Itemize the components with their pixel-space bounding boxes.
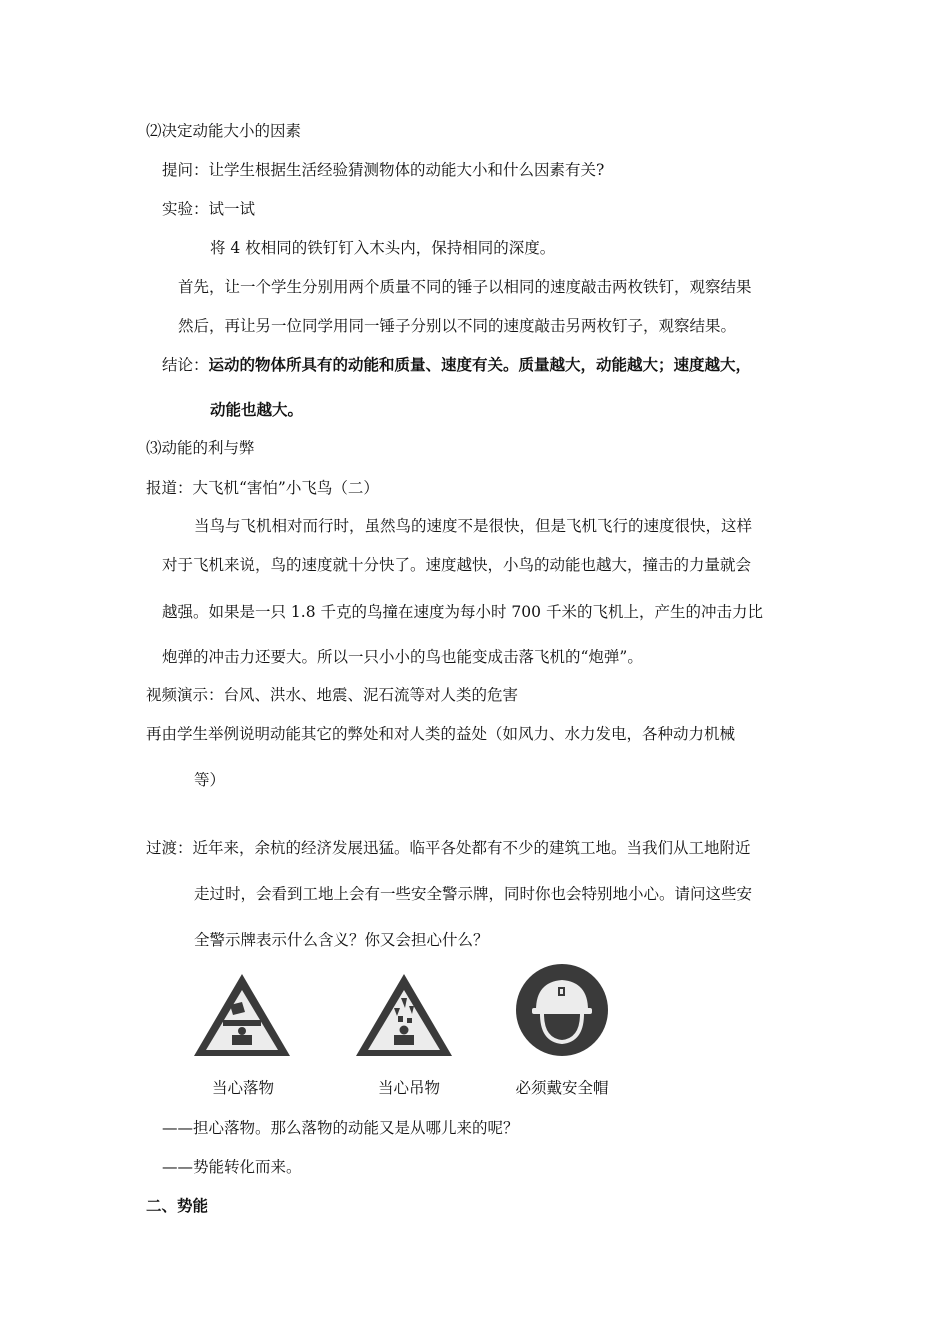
transition-text: 全警示牌表示什么含义？你又会担心什么？: [194, 931, 489, 949]
video-text: 视频演示：台风、洪水、地震、泥石流等对人类的危害: [146, 686, 519, 704]
examples-text: 再由学生举例说明动能其它的弊处和对人类的益处（如风力、水力发电，各种动力机械: [146, 725, 736, 743]
section-heading: ⑵决定动能大小的因素: [146, 122, 302, 140]
report-paragraph-line: 对于飞机来说，鸟的速度就十分快了。速度越快，小鸟的动能也越大，撞击的力量就会: [162, 556, 752, 574]
conclusion-line: [162, 355, 751, 375]
question-text: 提问：让学生根据生活经验猜测物体的动能大小和什么因素有关?: [162, 161, 605, 179]
conclusion-label: 结论：: [162, 356, 209, 374]
sign-caption: 当心落物: [211, 1079, 274, 1097]
report-title: 报道：大飞机“害怕”小飞鸟（二）: [146, 479, 379, 497]
experiment-step: 将 4 枚相同的铁钉钉入木头内，保持相同的深度。: [210, 239, 556, 257]
section-heading: 二、势能: [146, 1196, 209, 1215]
sign-caption: 当心吊物: [377, 1079, 440, 1097]
report-paragraph-line: 当鸟与飞机相对而行时，虽然鸟的速度不是很快，但是飞机飞行的速度很快，这样: [194, 517, 753, 535]
suspended-load-warning-icon: [354, 972, 454, 1058]
transition-text: 过渡：近年来，余杭的经济发展迅猛。临平各处都有不少的建筑工地。当我们从工地附近: [146, 839, 751, 857]
dialog-line: ——势能转化而来。: [162, 1158, 302, 1176]
report-paragraph-line: 越强。如果是一只 1.8 千克的鸟撞在速度为每小时 700 千米的飞机上，产生的冲击力比: [162, 603, 763, 621]
experiment-label: 实验：试一试: [162, 200, 256, 218]
examples-text: 等）: [194, 771, 226, 789]
hard-hat-mandatory-icon: [514, 962, 610, 1058]
report-paragraph-line: 炮弹的冲击力还要大。所以一只小小的鸟也能变成击落飞机的“炮弹”。: [162, 648, 643, 666]
transition-text: 走过时，会看到工地上会有一些安全警示牌，同时你也会特别地小心。请问这些安: [194, 885, 753, 903]
dialog-line: ——担心落物。那么落物的动能又是从哪儿来的呢？: [162, 1119, 519, 1137]
falling-objects-warning-icon: [192, 972, 292, 1058]
section-heading: ⑶动能的利与弊: [146, 439, 255, 457]
experiment-step: 然后，再让另一位同学用同一锤子分别以不同的速度敲击另两枚钉子，观察结果。: [178, 317, 737, 335]
conclusion-text: 动能也越大。: [210, 400, 304, 419]
conclusion-text: 运动的物体所具有的动能和质量、速度有关。质量越大，动能越大；速度越大，: [208, 355, 752, 374]
experiment-step: 首先，让一个学生分别用两个质量不同的锤子以相同的速度敲击两枚铁钉，观察结果: [178, 278, 752, 296]
sign-caption: 必须戴安全帽: [515, 1079, 609, 1097]
